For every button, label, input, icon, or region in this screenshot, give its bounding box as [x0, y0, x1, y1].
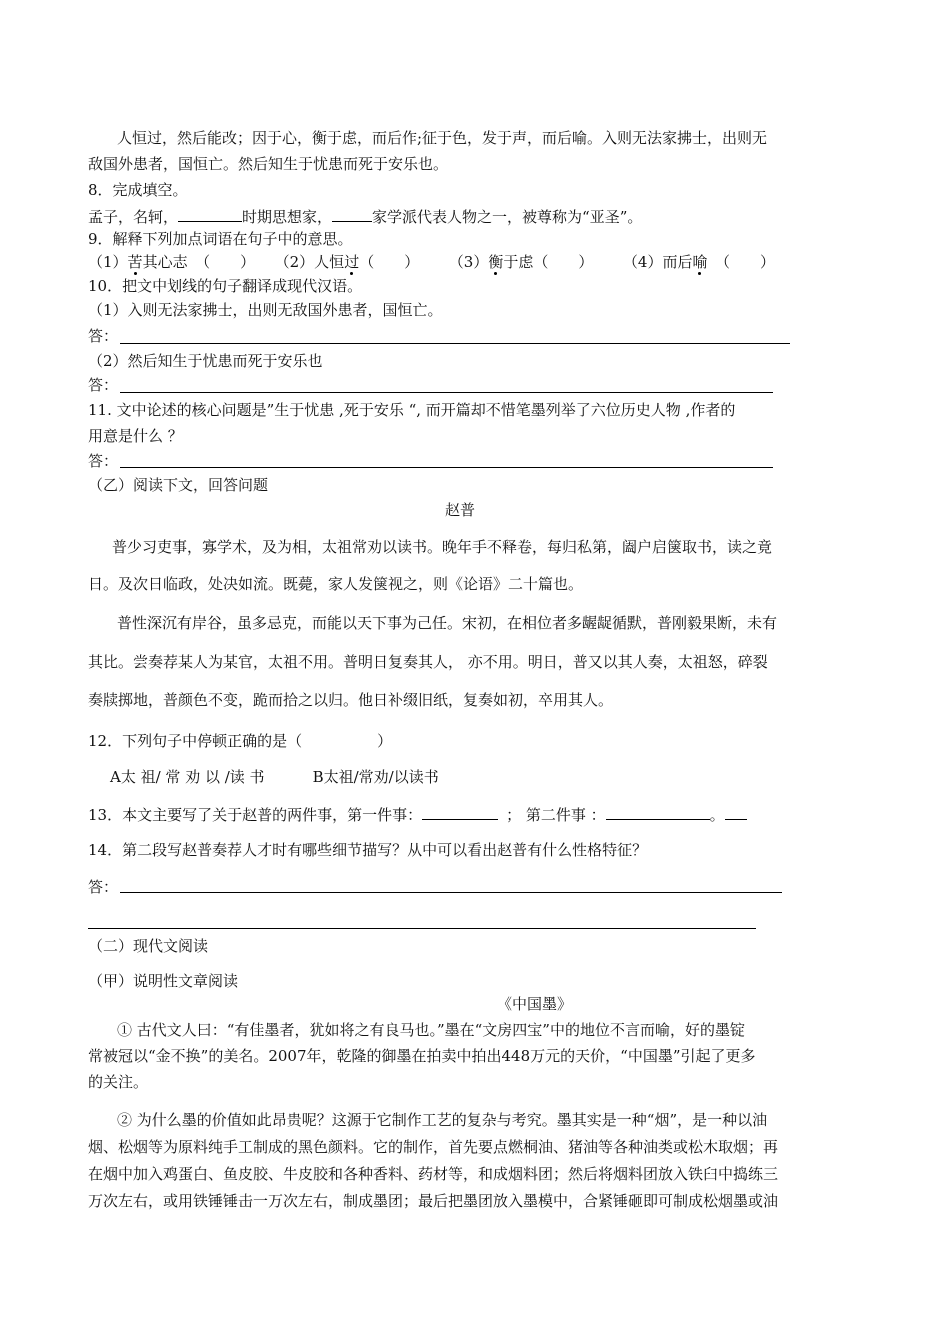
q12-option-b[interactable]: B太祖/常劝/以读书	[312, 768, 439, 786]
q8-text-c: 家学派代表人物之一，被尊称为“亚圣”。	[372, 208, 643, 226]
q14-answer-line-1[interactable]	[120, 892, 782, 893]
answer-label: 答：	[88, 452, 119, 470]
q8-title: 8．完成填空。	[88, 181, 188, 199]
q11-answer-line[interactable]	[120, 467, 773, 468]
passage-c-p2-line-1: ② 为什么墨的价值如此昂贵呢？这源于它制作工艺的复杂与考究。墨其实是一种“烟”，是一种以油	[117, 1111, 768, 1129]
section-2-heading: （二）现代文阅读	[88, 937, 209, 955]
passage-c-title: 《中国墨》	[497, 995, 573, 1013]
passage-c-p2-line-3: 在烟中加入鸡蛋白、鱼皮胶、牛皮胶和各种香料、药材等，和成烟料团；然后将烟料团放入铁臼中捣练三	[88, 1165, 779, 1183]
passage-a-line-2: 敌国外患者，国恒亡。然后知生于忧患而死于安乐也。	[88, 155, 449, 173]
q11-answer	[88, 451, 118, 471]
q13-blank-1[interactable]	[422, 803, 498, 820]
q13-end: 。	[709, 806, 725, 824]
q10-answer-1-line[interactable]	[120, 343, 790, 344]
dotted-char: 过	[344, 253, 360, 271]
q10-answer-2-line[interactable]	[120, 392, 773, 393]
q9-item-3: （3）衡于虑（ ）	[448, 253, 594, 271]
dotted-char: 衡	[488, 253, 504, 271]
q8-blank-2[interactable]	[332, 205, 372, 222]
dotted-char: 苦	[127, 253, 143, 271]
q11-line-1: 11. 文中论述的核心问题是”生于忧患 ,死于安乐 “, 而开篇却不惜笔墨列举了六位历史人物 ,作者的	[88, 401, 736, 419]
q9-item-4: （4）而后喻 （ ）	[622, 253, 775, 271]
q12-question: 12．下列句子中停顿正确的是（ ）	[88, 732, 393, 750]
q12-option-a[interactable]: A太 祖/ 常 劝 以 /读 书	[110, 768, 265, 786]
q9-items	[88, 252, 775, 272]
answer-label: 答：	[88, 376, 119, 394]
q13-question	[88, 803, 747, 825]
answer-label: 答：	[88, 327, 119, 345]
passage-c-p1-line-1: ① 古代文人曰：“有佳墨者，犹如将之有良马也。”墨在“文房四宝”中的地位不言而喻，好的墨锭	[117, 1021, 745, 1039]
dotted-char: 喻	[692, 253, 708, 271]
q10-title: 10．把文中划线的句子翻译成现代汉语。	[88, 277, 363, 295]
q9-title: 9．解释下列加点词语在句子中的意思。	[88, 230, 353, 248]
passage-c-p2-line-2: 烟、松烟等为原料纯手工制成的黑色颜料。它的制作，首先要点燃桐油、猪油等各种油类或松木取烟；再	[88, 1138, 779, 1156]
q14-answer-line-2[interactable]	[88, 928, 756, 929]
q8-text-a: 孟子，名轲，	[88, 208, 179, 226]
q11-line-2: 用意是什么 ？	[88, 427, 183, 445]
q13-text-b: ； 第二件事 ：	[506, 806, 606, 824]
passage-b-title: 赵普	[445, 501, 476, 519]
answer-label: 答：	[88, 878, 119, 896]
q13-blank-tail	[725, 803, 747, 820]
q8-text-b: 时期思想家，	[242, 208, 333, 226]
passage-b-p1-line-1: 普少习吏事，寡学术，及为相，太祖常劝以读书。晚年手不释卷，每归私第，阖户启箧取书，读之竟	[112, 538, 773, 556]
q10-sentence-1: （1）入则无法家拂士，出则无敌国外患者，国恒亡。	[88, 301, 443, 319]
section-b-heading: （乙）阅读下文，回答问题	[88, 476, 269, 494]
q8-fill-line	[88, 205, 642, 227]
q9-item-2: （2）人恒过（ ）	[274, 253, 420, 271]
q10-answer-1	[88, 326, 118, 346]
passage-c-p1-line-2: 常被冠以“金不换”的美名。2007年，乾隆的御墨在拍卖中拍出448万元的天价，“中国墨”引起了更多	[88, 1047, 756, 1065]
q14-answer	[88, 877, 118, 897]
q12-options	[110, 767, 439, 787]
q13-text-a: 13．本文主要写了关于赵普的两件事，第一件事：	[88, 806, 423, 824]
q14-question: 14．第二段写赵普奏荐人才时有哪些细节描写？从中可以看出赵普有什么性格特征？	[88, 841, 648, 859]
passage-b-p2-line-1: 普性深沉有岸谷，虽多忌克，而能以天下事为己任。宋初，在相位者多龌龊循默，普刚毅果断，未有	[117, 614, 778, 632]
q13-blank-2[interactable]	[606, 803, 710, 820]
passage-a-line-1: 人恒过，然后能改；因于心，衡于虑，而后作;征于色，发于声，而后喻。入则无法家拂士，出则无	[117, 129, 768, 147]
q8-blank-1[interactable]	[178, 205, 242, 222]
passage-b-p1-line-2: 日。及次日临政，处决如流。既薨，家人发箧视之，则《论语》二十篇也。	[88, 575, 584, 593]
q10-answer-2	[88, 375, 118, 395]
passage-c-p1-line-3: 的关注。	[88, 1073, 149, 1091]
q9-item-1: （1）苦其心志 （ ）	[88, 253, 256, 271]
passage-b-p2-line-3: 奏牍掷地，普颜色不变，跪而拾之以归。他日补缀旧纸，复奏如初，卒用其人。	[88, 691, 614, 709]
passage-c-p2-line-4: 万次左右，或用铁锤锤击一万次左右，制成墨团；最后把墨团放入墨模中，合紧锤砸即可制成松烟墨或油	[88, 1192, 779, 1210]
section-2a-heading: （甲）说明性文章阅读	[88, 972, 239, 990]
passage-b-p2-line-2: 其比。尝奏荐某人为某官，太祖不用。普明日复奏其人， 亦不用。明日，普又以其人奏，太祖怒，碎裂	[88, 653, 768, 671]
q10-sentence-2: （2）然后知生于忧患而死于安乐也	[88, 352, 323, 370]
